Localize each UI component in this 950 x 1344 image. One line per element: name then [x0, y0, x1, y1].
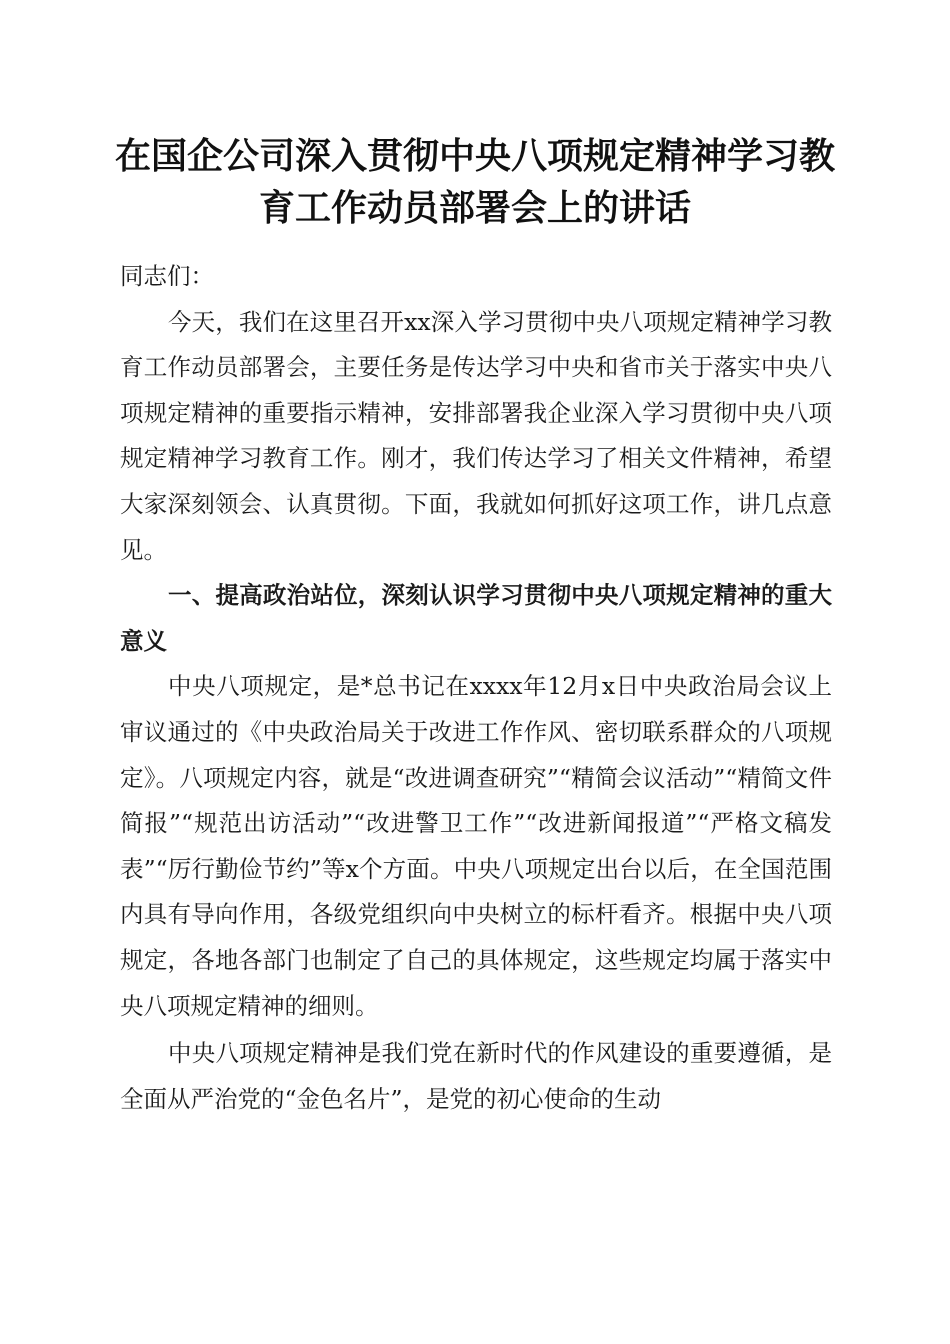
salutation: 同志们：: [120, 262, 214, 290]
title-line-1: 在国企公司深入贯彻中央八项规定精神学习教: [114, 135, 835, 177]
section-heading-1: 一、提高政治站位，深刻认识学习贯彻中央八项规定精神的重大意义: [120, 581, 832, 655]
document-title: [110, 130, 840, 234]
section1-paragraph-1: 中央八项规定，是*总书记在xxxx年12月x日中央政治局会议上审议通过的《中央政治局关于改进工作作风、密切联系群众的八项规定》。八项规定内容，就是“改进调查研究”“精简会议活动”“精简文件简报”“规范出访活动”“改进警卫工作”“改进新闻报道”“严格文稿发表”“厉行勤俭节约”等x个方面。中央八项规定出台以后，在全国范围内具有导向作用，各级党组织向中央树立的标杆看齐。根据中央八项规定，各地各部门也制定了自己的具体规定，这些规定均属于落实中央八项规定精神的细则。: [120, 672, 832, 1020]
title-line-2: 育工作动员部署会上的讲话: [258, 187, 691, 229]
section1-paragraph-2: 中央八项规定精神是我们党在新时代的作风建设的重要遵循，是全面从严治党的“金色名片”，是党的初心使命的生动: [120, 1039, 832, 1113]
document-body: [120, 254, 832, 1122]
intro-paragraph: 今天，我们在这里召开xx深入学习贯彻中央八项规定精神学习教育工作动员部署会，主要任务是传达学习中央和省市关于落实中央八项规定精神的重要指示精神，安排部署我企业深入学习贯彻中央八项规定精神学习教育工作。刚才，我们传达学习了相关文件精神，希望大家深刻领会、认真贯彻。下面，我就如何抓好这项工作，讲几点意见。: [120, 307, 832, 564]
